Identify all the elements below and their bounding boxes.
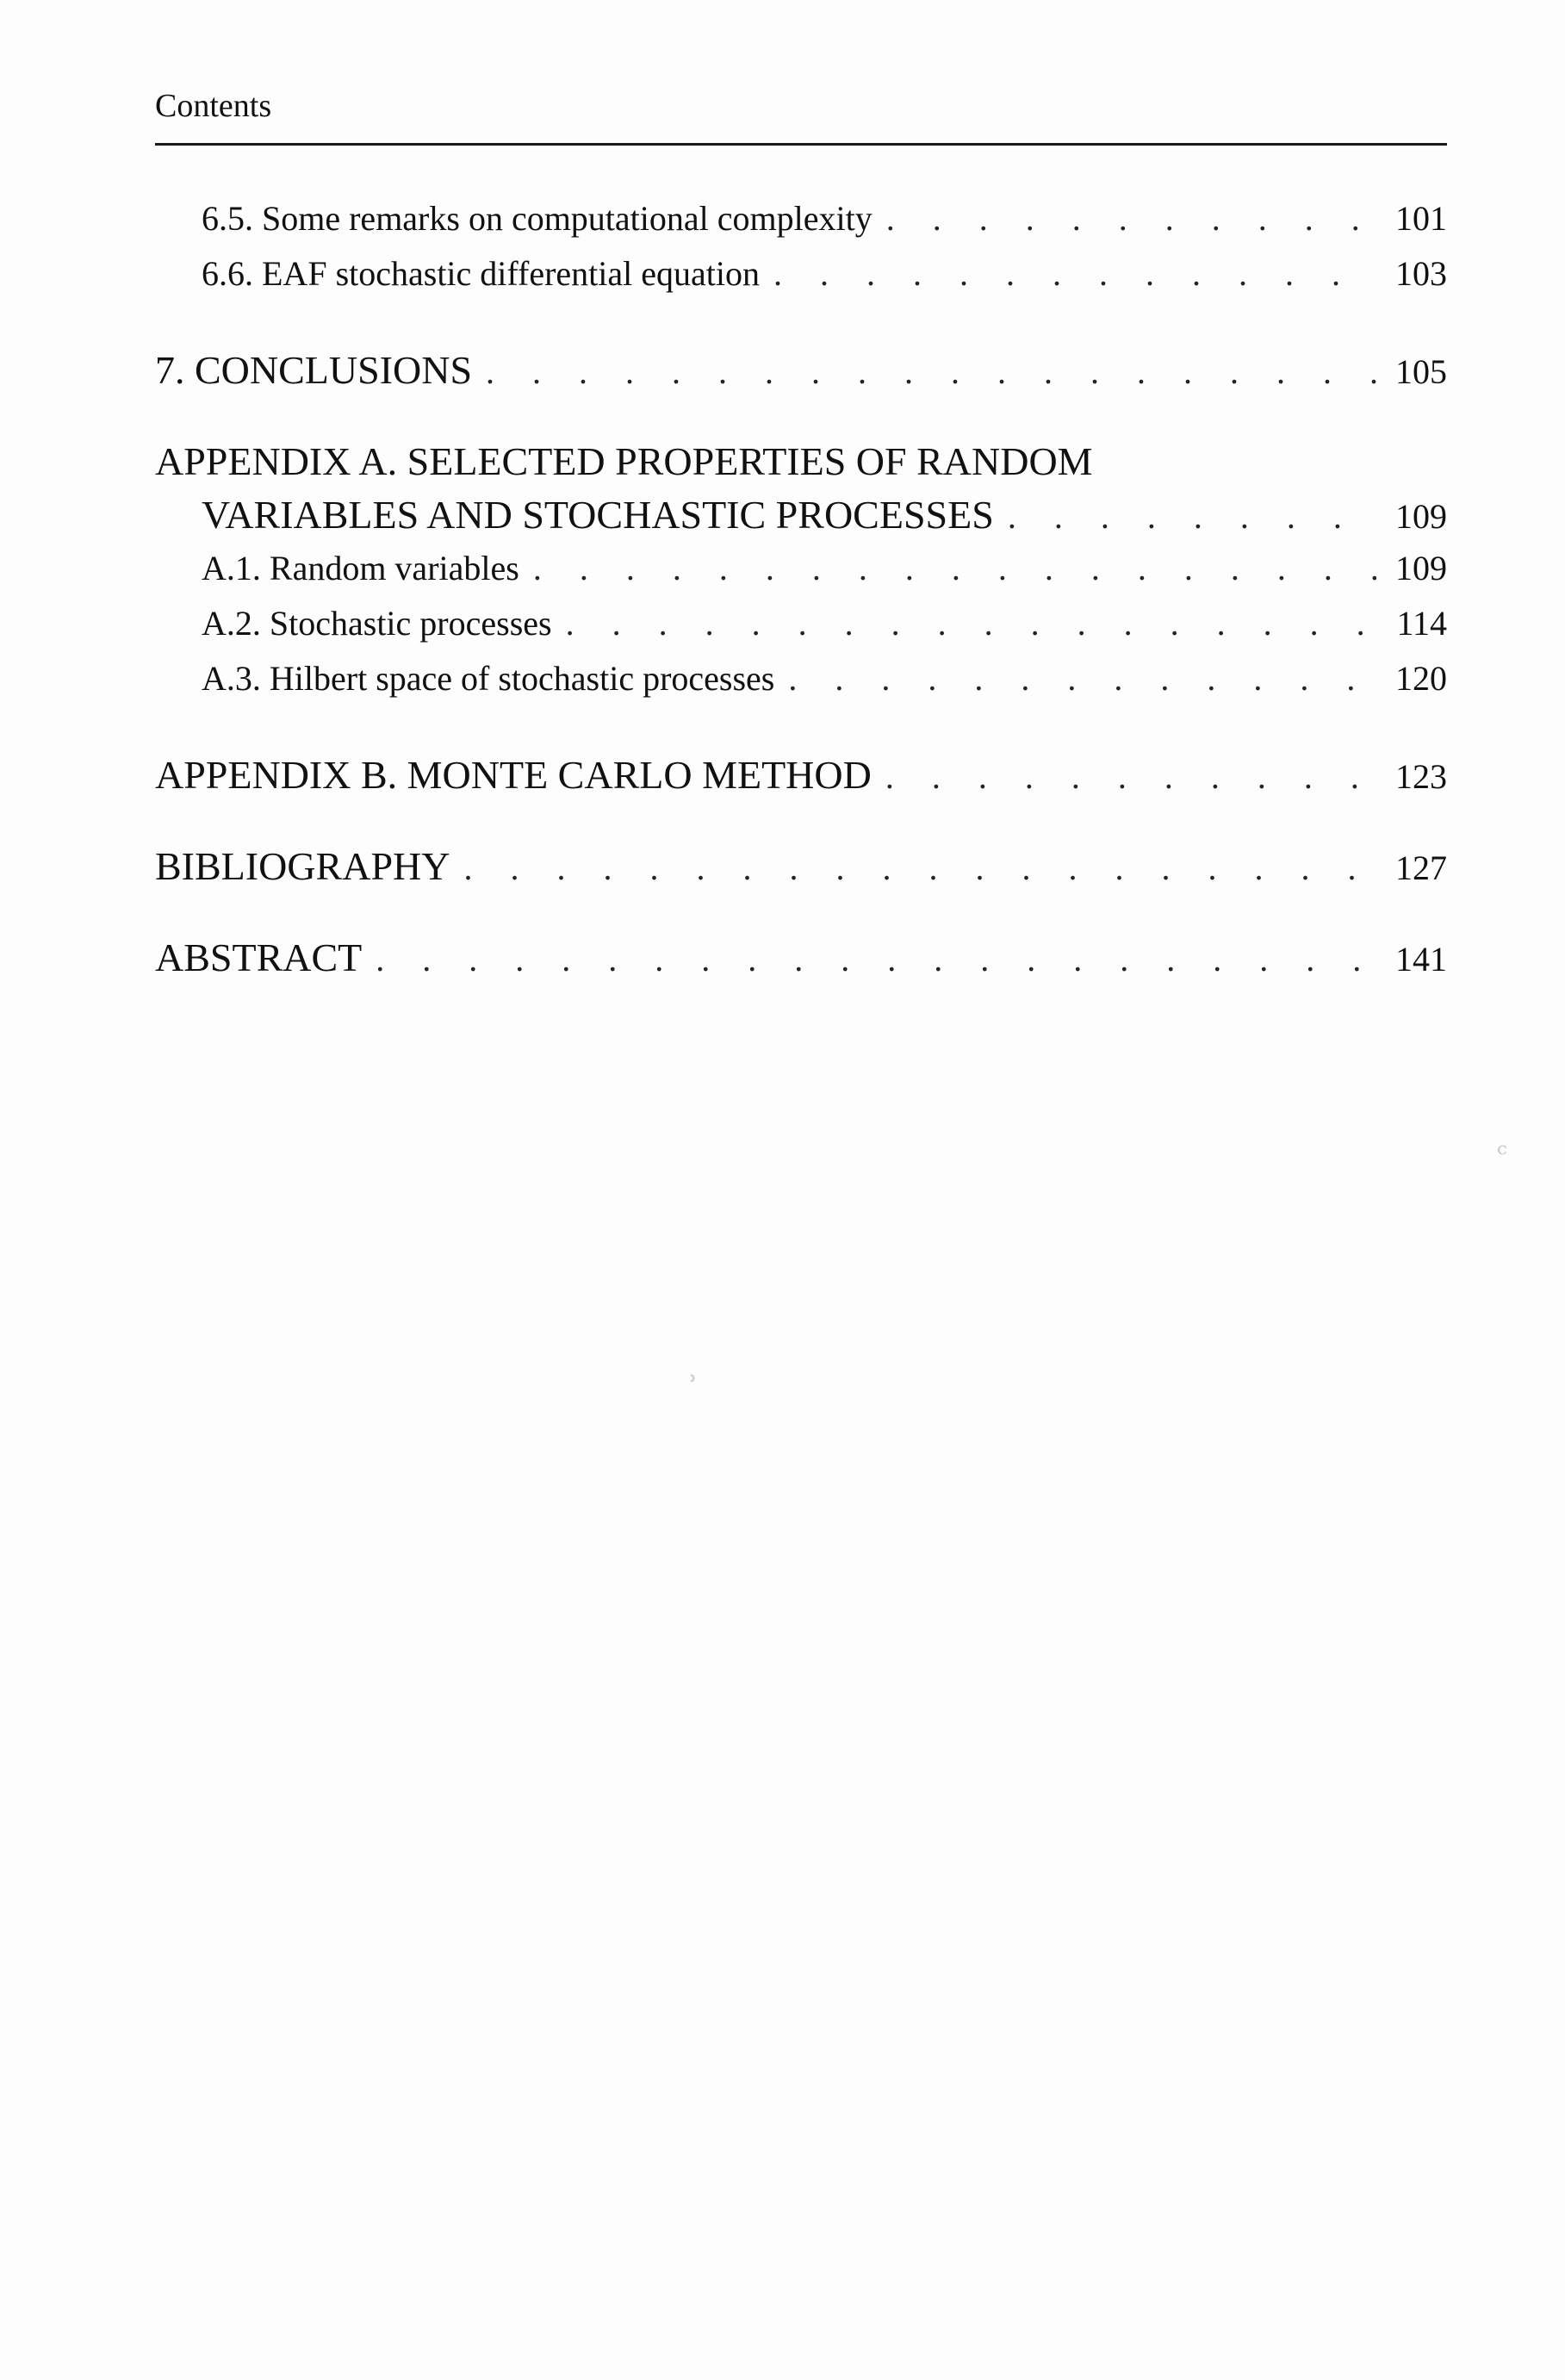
toc-entry-6-6[interactable] <box>155 253 1447 308</box>
toc-entry-a-1[interactable] <box>155 548 1447 603</box>
toc-page-number: 109 <box>1395 497 1447 536</box>
toc-entry-title: APPENDIX B. MONTE CARLO METHOD <box>155 753 872 797</box>
toc-entry-title: 7. CONCLUSIONS <box>155 348 473 392</box>
toc-page-number: 123 <box>1395 757 1447 796</box>
toc-page-number: 114 <box>1396 604 1447 643</box>
toc-entry-chapter-7[interactable] <box>155 346 1447 400</box>
header-rule <box>155 143 1447 146</box>
leader-dots <box>463 848 1376 889</box>
toc-entry-title-line2-row <box>155 491 1447 548</box>
toc-entry-title-line1: APPENDIX A. SELECTED PROPERTIES OF RANDOM <box>155 439 1093 483</box>
leader-dots <box>885 756 1376 798</box>
leader-dots <box>533 548 1376 589</box>
leader-dots <box>486 351 1376 393</box>
leader-dots <box>773 253 1376 295</box>
toc-page-number: 141 <box>1395 940 1447 979</box>
toc-page-number: 101 <box>1395 199 1447 238</box>
toc-entry-title: BIBLIOGRAPHY <box>155 844 450 888</box>
toc-entry-title: A.1. Random variables <box>202 549 519 587</box>
toc-page-number: 109 <box>1395 549 1447 587</box>
leader-dots <box>566 603 1376 644</box>
toc-page-number: 103 <box>1395 254 1447 293</box>
toc-entry-a-2[interactable] <box>155 603 1447 658</box>
table-of-contents <box>155 198 1447 987</box>
toc-page-number: 105 <box>1395 352 1447 391</box>
toc-entry-6-5[interactable] <box>155 198 1447 253</box>
toc-entry-title: A.3. Hilbert space of stochastic processes <box>202 659 775 698</box>
toc-page-number: 127 <box>1395 848 1447 887</box>
toc-entry-abstract[interactable] <box>155 934 1447 987</box>
toc-entry-title: A.2. Stochastic processes <box>202 604 552 643</box>
leader-dots <box>788 658 1376 699</box>
running-head: Contents <box>155 88 272 124</box>
leader-dots <box>886 198 1376 239</box>
scan-speck: ᶜ <box>1497 1137 1507 1171</box>
toc-entry-title: 6.5. Some remarks on computational complexity <box>202 199 873 238</box>
toc-entry-a-3[interactable] <box>155 658 1447 713</box>
toc-entry-title-line2: VARIABLES AND STOCHASTIC PROCESSES <box>202 493 994 537</box>
toc-entry-appendix-a[interactable] <box>155 438 1447 548</box>
toc-entry-title: ABSTRACT <box>155 935 363 979</box>
toc-entry-appendix-b[interactable] <box>155 751 1447 805</box>
scan-speck: ʾ <box>689 1370 699 1404</box>
toc-entry-bibliography[interactable] <box>155 842 1447 896</box>
toc-page-number: 120 <box>1395 659 1447 698</box>
toc-entry-title: 6.6. EAF stochastic differential equation <box>202 254 760 293</box>
leader-dots <box>1008 496 1376 538</box>
leader-dots <box>376 939 1376 980</box>
